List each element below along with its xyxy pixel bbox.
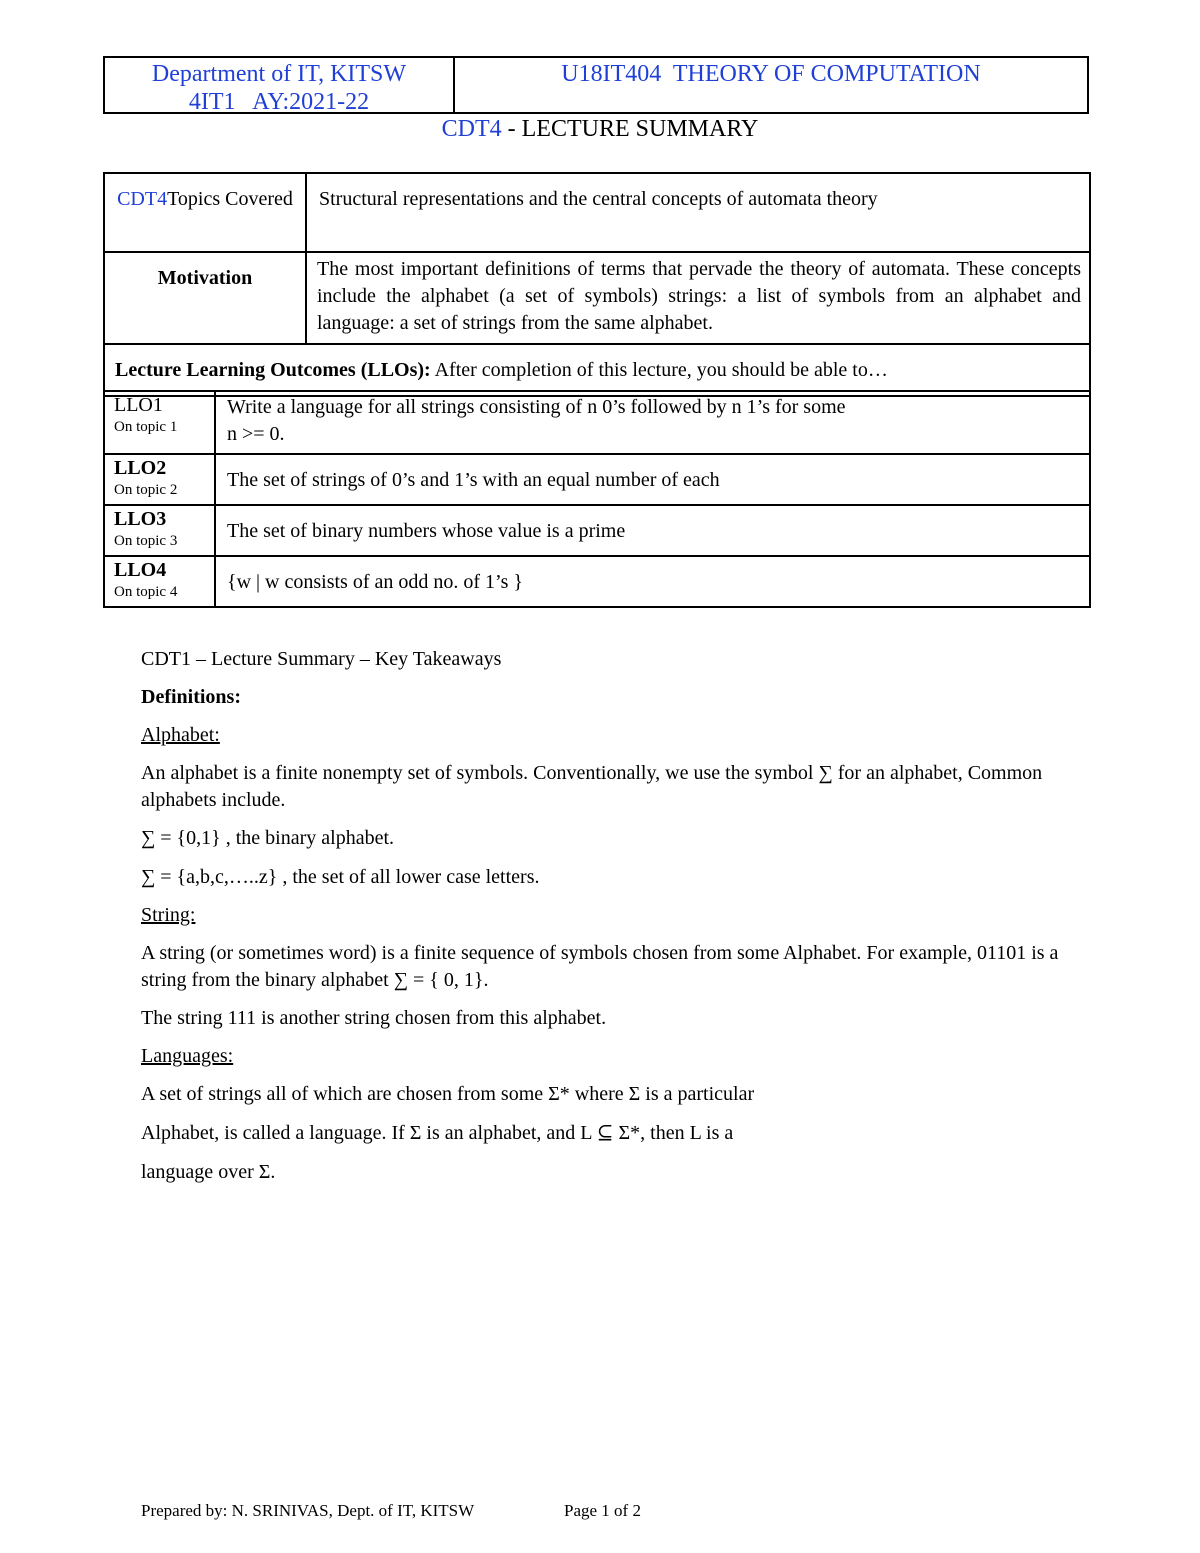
header-box [103, 56, 1089, 114]
definitions-heading: Definitions: [141, 686, 241, 708]
class-year: 4IT1 AY:2021-22 [188, 89, 370, 115]
language-line: A set of strings all of which are chosen from some Σ* where Σ is a particular [141, 1083, 755, 1105]
llo-row [104, 556, 1090, 607]
llo-header-text: After completion of this lecture, you should be able to… [430, 359, 888, 381]
llo-text [215, 391, 1090, 454]
topics-row [104, 173, 1090, 252]
llo-id: LLO3 [114, 508, 167, 530]
llo-header-row [104, 344, 1090, 396]
llo-topic: On topic 1 [114, 419, 178, 435]
llo-topic: On topic 2 [114, 482, 178, 498]
topics-label [104, 173, 306, 252]
page-title [0, 114, 1200, 144]
language-line: language over Σ. [141, 1161, 276, 1183]
alphabet-definition: An alphabet is a finite nonempty set of symbols. Conventionally, we use the symbol ∑ for an alphabet, Common alphabets include. [141, 762, 1043, 811]
string-example: The string 111 is another string chosen from this alphabet. [141, 1007, 607, 1029]
llo-id: LLO2 [114, 457, 167, 479]
llo-header [104, 344, 1090, 396]
topics-table [103, 172, 1091, 397]
llo-topic: On topic 3 [114, 533, 178, 549]
prepared-by: Prepared by: N. SRINIVAS, Dept. of IT, KITSW [141, 1501, 475, 1520]
title-text: - LECTURE SUMMARY [501, 116, 759, 142]
llo-line: Write a language for all strings consisting of n 0’s followed by n 1’s for some [227, 396, 846, 418]
llo-id-cell [104, 556, 215, 607]
llo-text: {w | w consists of an odd no. of 1’s } [215, 556, 1090, 607]
key-takeaways-heading: CDT1 – Lecture Summary – Key Takeaways [141, 648, 502, 670]
motivation-label: Motivation [104, 252, 306, 344]
llo-id: LLO4 [114, 559, 167, 581]
topics-label-text: Topics Covered [167, 188, 293, 210]
topics-label-code: CDT4 [117, 188, 168, 210]
page-number: Page 1 of 2 [564, 1501, 641, 1520]
string-heading: String: [141, 904, 196, 926]
alphabet-example-binary: ∑ = {0,1} , the binary alphabet. [141, 827, 395, 849]
summary-body [141, 646, 1071, 1186]
motivation-row [104, 252, 1090, 344]
department-name: Department of IT, KITSW [151, 61, 407, 87]
llo-row [104, 505, 1090, 556]
llo-id-cell [104, 454, 215, 505]
course-title: U18IT404 THEORY OF COMPUTATION [561, 61, 981, 87]
llo-row [104, 454, 1090, 505]
string-definition: A string (or sometimes word) is a finite sequence of symbols chosen from some Alphabet. For example, 01101 is a string from the binary alphabet ∑ = { 0, 1}. [141, 942, 1059, 991]
llo-row [104, 391, 1090, 454]
llo-id-cell [104, 391, 215, 454]
llo-line: n >= 0. [227, 423, 285, 445]
alphabet-heading: Alphabet: [141, 724, 220, 746]
llo-id: LLO1 [114, 394, 163, 416]
llo-table [103, 390, 1091, 608]
department-cell [105, 58, 455, 115]
topics-value: Structural representations and the central concepts of automata theory [306, 173, 1090, 252]
motivation-value: The most important definitions of terms that pervade the theory of automata. These concepts include the alphabet (a set of symbols) strings: a list of symbols from an alphabet and language: a set of strings from the same alphabet. [306, 252, 1090, 344]
page-footer [141, 1500, 841, 1522]
languages-heading: Languages: [141, 1045, 234, 1067]
llo-topic: On topic 4 [114, 584, 178, 600]
llo-text: The set of strings of 0’s and 1’s with an equal number of each [215, 454, 1090, 505]
title-code: CDT4 [441, 116, 502, 142]
alphabet-example-letters: ∑ = {a,b,c,…..z} , the set of all lower case letters. [141, 866, 540, 888]
llo-header-bold: Lecture Learning Outcomes (LLOs): [115, 359, 431, 381]
language-line: Alphabet, is called a language. If Σ is an alphabet, and L ⊆ Σ*, then L is a [141, 1122, 734, 1144]
llo-text: The set of binary numbers whose value is a prime [215, 505, 1090, 556]
llo-id-cell [104, 505, 215, 556]
